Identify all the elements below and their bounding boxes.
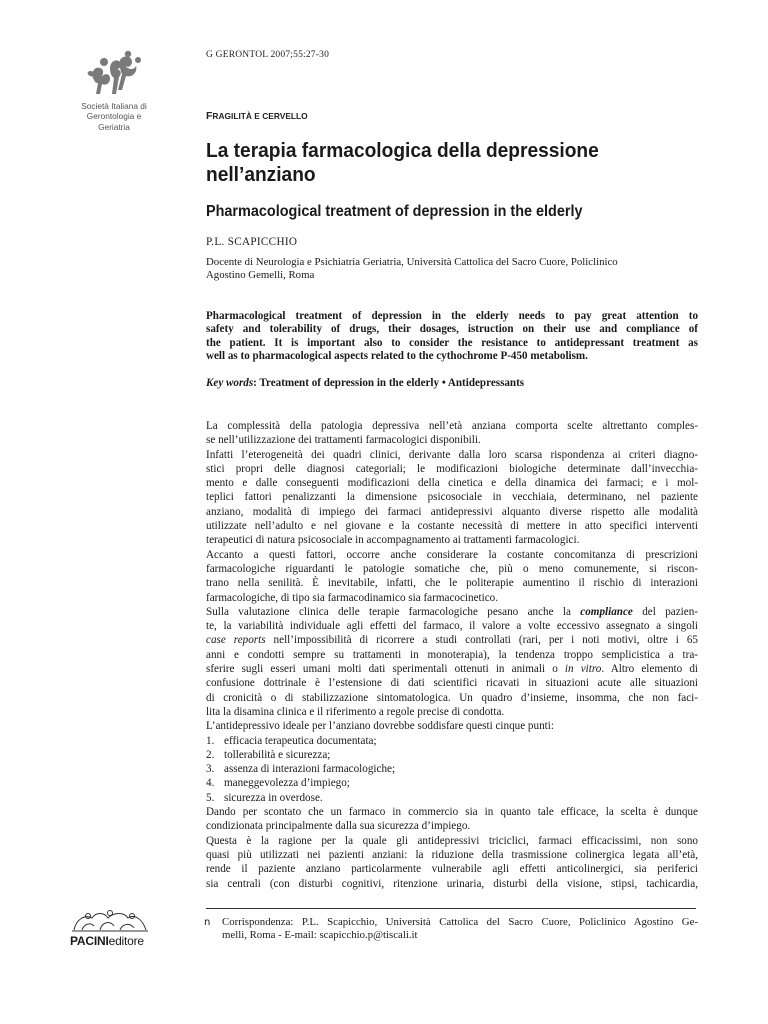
body-line: Questa è la ragione per la quale gli antidepressivi triciclici, farmaci efficacissimi, non sono [206, 834, 698, 847]
list-item-number: 4. [206, 777, 215, 790]
body-line: sia centrali (con disturbi cognitivi, ritenzione urinaria, disturbi della visione, stipsi, tachicardia, [206, 877, 698, 890]
publisher-name-rest: editore [108, 934, 144, 948]
body-line: terapeutici di natura psicosociale in accompagnamento ai trattamenti farmacologici. [206, 534, 580, 547]
society-name [60, 101, 168, 132]
abstract-line: well as to pharmacological aspects related to the cythochrome P-450 metabolism. [206, 350, 588, 363]
list-item-text: sicurezza in overdose. [224, 791, 323, 804]
article-title [206, 139, 690, 187]
body-line [206, 605, 698, 619]
society-line: Gerontologia e [86, 111, 142, 122]
body-span: nell’impossibilità di ricorrere a studi controllati (rari, per i noti motivi, oltre i 65 [265, 634, 698, 647]
footnote-line: melli, Roma - E-mail: scapicchio.p@tiscali.it [222, 929, 418, 942]
body-line [206, 633, 698, 647]
section-label-initial: F [206, 110, 213, 122]
body-line: lita la disamina clinica e il riferimento a regole precise di condotta. [206, 705, 505, 718]
body-line: teplici fattori penalizzanti la dimensione psicosociale in vecchiaia, determinano, nel paziente [206, 491, 698, 504]
body-span: sferire sugli esseri umani molti dati sperimentali ottenuti in animali o [206, 663, 565, 676]
body-line: rende il paziente anziano particolarmente vulnerabile agli effetti anticolinergici, sia periferici [206, 863, 698, 876]
affiliation-line: Agostino Gemelli, Roma [206, 269, 315, 281]
list-item [206, 748, 698, 762]
publisher-logo-icon [70, 908, 150, 932]
keywords [206, 377, 524, 389]
list-item-text: assenza di interazioni farmacologiche; [224, 763, 396, 776]
abstract-line: the patient. It is important also to consider the resistance to antidepressant treatment as [206, 336, 698, 349]
body-line: utilizzate nell’adulto e nel giovane e la costante necessità di mettere in atto specifici interventi [206, 520, 698, 533]
list-item-text: maneggevolezza d’impiego; [224, 777, 350, 790]
body-span: . Altro elemento di [601, 663, 698, 676]
keywords-text: : Treatment of depression in the elderly • Antidepressants [253, 377, 525, 389]
keywords-label: Key words [206, 377, 254, 389]
body-span: Sulla valutazione clinica delle terapie farmacologiche pesano anche la [206, 605, 581, 618]
body-line: L’antidepressivo ideale per l’anziano dovrebbe soddisfare questi cinque punti: [206, 720, 554, 733]
body-emphasis: in vitro [564, 663, 602, 676]
body-line: mento e dalle conseguenti modificazioni della cinetica e della dinamica dei farmaci; e i mol- [206, 477, 698, 490]
body-line: trano nella senilità. È inevitabile, infatti, che le politerapie aumentino il rischio di interazioni [206, 577, 698, 590]
body-line: condizionata principalmente dalla sua sicurezza d’impiego. [206, 820, 471, 833]
footnote-divider [206, 908, 696, 909]
body-text [206, 419, 698, 891]
list-item-number: 5. [206, 791, 215, 804]
body-line: anni e condotti sempre su trattamenti in monoterapia), la tendenza troppo semplicistica a tra- [206, 648, 698, 661]
author-name: P.L. SCAPICCHIO [206, 236, 298, 248]
article-title-line: La terapia farmacologica della depressione [206, 139, 599, 162]
body-line: Dando per scontato che un farmaco in commercio sia in quanto tale efficace, la scelta è dunque [206, 806, 698, 819]
footnote-marker: n [204, 917, 211, 928]
body-line: te, la variabilità individuale agli effetti del farmaco, il valore a volte eccessivo assegnato a singoli [206, 620, 698, 633]
abstract-line: safety and tolerability of drugs, their dosages, istruction on their use and compliance of [206, 323, 698, 336]
list-item-number: 3. [206, 763, 215, 776]
list-item [206, 762, 698, 776]
body-line [206, 662, 698, 676]
abstract [206, 310, 698, 364]
body-line: farmacologiche riguardanti le patologie somatiche che, più o meno comunemente, si riscon- [206, 562, 698, 575]
journal-reference: G GERONTOL 2007;55:27-30 [206, 50, 330, 60]
footnote-line: Corrispondenza: P.L. Scapicchio, Università Cattolica del Sacro Cuore, Policlinico Agostino Ge- [222, 916, 698, 928]
society-line: Società Italiana di [81, 101, 147, 111]
author-affiliation [206, 256, 706, 282]
body-line: La complessità della patologia depressiva nell’età anziana comporta scelte altrettanto comples- [206, 420, 698, 432]
body-line: quasi più utilizzati nei pazienti anziani: la riduzione della trasmissione colinergica legata all’età, [206, 848, 698, 861]
society-logo-icon [80, 50, 150, 98]
article-title-line: nell’anziano [206, 163, 316, 186]
body-line: Accanto a questi fattori, occorre anche considerare la costante concomitanza di prescrizioni [206, 548, 698, 561]
article-subtitle: Pharmacological treatment of depression in the elderly [206, 203, 583, 220]
list-item [206, 776, 698, 790]
abstract-line: Pharmacological treatment of depression in the elderly needs to pay great attention to [206, 310, 698, 322]
body-line: di cronicità o di stabilizzazione sintomatologica. Un quadro d’insieme, insomma, che non faci- [206, 691, 698, 704]
body-line: confusione dottrinale è l’estensione di dati scientifici ricavati in situazioni acute alle situazioni [206, 677, 698, 690]
body-emphasis: compliance [580, 605, 633, 618]
body-line: Infatti l’eterogeneità dei quadri clinici, derivante dalla loro scarsa rispondenza ai criteri diagno- [206, 448, 698, 461]
body-line: se nell’utilizzazione dei trattamenti farmacologici disponibili. [206, 434, 481, 447]
list-item-number: 1. [206, 734, 215, 747]
list-item [206, 791, 698, 805]
list-item-text: efficacia terapeutica documentata; [224, 734, 377, 747]
body-line: farmacologiche, di tipo sia farmacodinamico sia farmacocinetico. [206, 591, 499, 604]
list-item-text: tollerabilità e sicurezza; [224, 748, 331, 761]
body-span: del pazien- [632, 605, 698, 618]
correspondence-footnote [206, 916, 698, 943]
body-line: anziano, modalità di impiego dei farmaci antidepressivi alquanto diverse rispetto alle modalità [206, 505, 698, 518]
society-line: Geriatria [98, 121, 130, 132]
affiliation-line: Docente di Neurologia e Psichiatria Geriatria, Università Cattolica del Sacro Cuore, Policlinico [206, 256, 618, 268]
publisher-name-strong: PACINI [70, 934, 109, 948]
section-label-rest: RAGILITÀ E CERVELLO [212, 111, 308, 121]
section-label [206, 110, 308, 122]
body-line: stici propri delle diagnosi categoriali; le modificazioni biologiche determinate dall’invecchia- [206, 462, 698, 475]
list-item-number: 2. [206, 748, 215, 761]
publisher-name [70, 934, 144, 948]
body-emphasis: case reports [206, 634, 266, 647]
list-item [206, 734, 698, 748]
